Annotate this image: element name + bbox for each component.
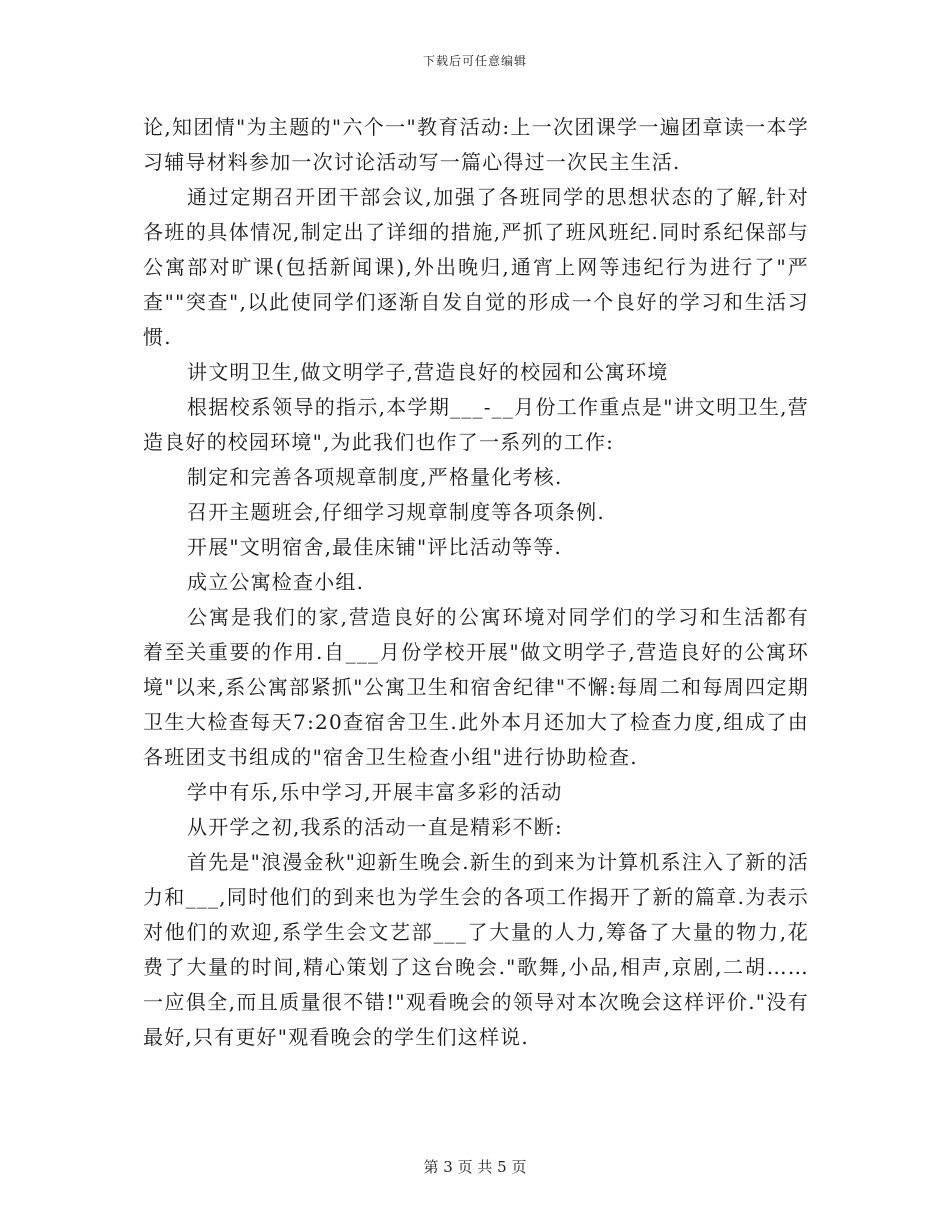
paragraph: 首先是"浪漫金秋"迎新生晚会.新生的到来为计算机系注入了新的活力和___,同时他们的到来也为学生会的各项工作揭开了新的篇章.为表示对他们的欢迎,系学生会文艺部___了大量的人力,筹备了大量的物力,花费了大量的时间,精心策划了这台晚会."歌舞,小品,相声,京剧,二胡……一应俱全,而且质量很不错!"观看晚会的领导对本次晚会这样评价."没有最好,只有更好"观看晚会的学生们这样说. bbox=[143, 850, 809, 1049]
list-item: 成立公寓检查小组. bbox=[187, 570, 365, 594]
body-text bbox=[143, 110, 809, 1055]
section-heading: 学中有乐,乐中学习,开展丰富多彩的活动 bbox=[187, 780, 563, 804]
page-number: 第 3 页 共 5 页 bbox=[423, 1158, 527, 1176]
paragraph: 公寓是我们的家,营造良好的公寓环境对同学们的学习和生活都有着至关重要的作用.自___月份学校开展"做文明学子,营造良好的公寓环境"以来,系公寓部紧抓"公寓卫生和宿舍纪律"不懈:每周二和每周四定期卫生大检查每天7:20查宿舍卫生.此外本月还加大了检查力度,组成了由各班团支书组成的"宿舍卫生检查小组"进行协助检查. bbox=[143, 605, 809, 769]
list-item: 制定和完善各项规章制度,严格量化考核. bbox=[187, 465, 563, 489]
paragraph: 根据校系领导的指示,本学期___-__月份工作重点是"讲文明卫生,营造良好的校园环境",为此我们也作了一系列的工作: bbox=[143, 395, 809, 454]
list-item: 开展"文明宿舍,最佳床铺"评比活动等等. bbox=[187, 535, 563, 559]
paragraph: 论,知团情"为主题的"六个一"教育活动:上一次团课学一遍团章读一本学习辅导材料参加一次讨论活动写一篇心得过一次民主生活. bbox=[143, 115, 809, 174]
section-heading: 讲文明卫生,做文明学子,营造良好的校园和公寓环境 bbox=[187, 360, 669, 384]
list-item: 召开主题班会,仔细学习规章制度等各项条例. bbox=[187, 500, 605, 524]
paragraph: 通过定期召开团干部会议,加强了各班同学的思想状态的了解,针对各班的具体情况,制定出了详细的措施,严抓了班风班纪.同时系纪保部与公寓部对旷课(包括新闻课),外出晚归,通宵上网等违纪行为进行了"严查""突查",以此使同学们逐渐自发自觉的形成一个良好的学习和生活习惯. bbox=[143, 185, 809, 349]
paragraph: 从开学之初,我系的活动一直是精彩不断: bbox=[187, 815, 563, 839]
page-header: 下载后可任意编辑 bbox=[422, 54, 527, 68]
